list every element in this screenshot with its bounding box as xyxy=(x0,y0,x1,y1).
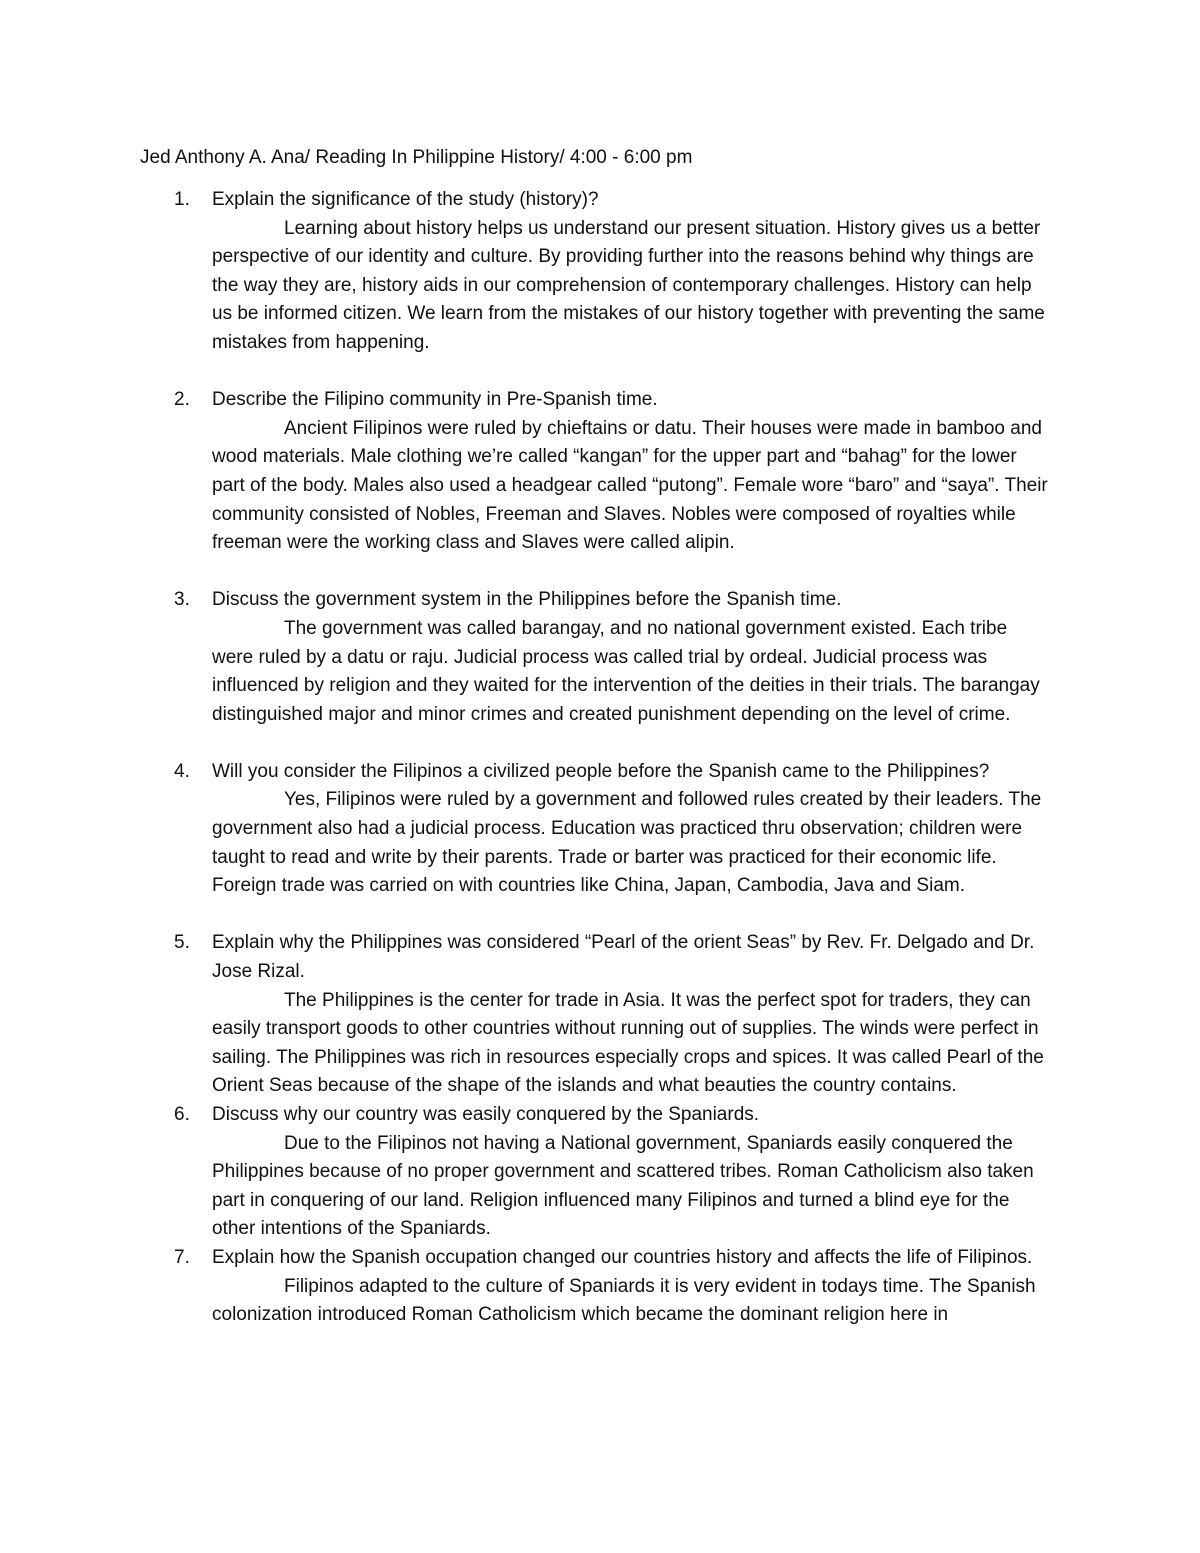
question-number: 7. xyxy=(174,1246,190,1268)
question-item-5 xyxy=(0,929,1200,1101)
question-text: Explain the significance of the study (history)? xyxy=(212,189,599,210)
question-text: Describe the Filipino community in Pre-Spanish time. xyxy=(212,389,658,411)
question-item-2 xyxy=(0,386,1200,558)
question-text: Explain how the Spanish occupation changed our countries history and affects the life of Filipinos. xyxy=(212,1246,1033,1268)
question-number: 4. xyxy=(174,760,190,782)
question-item-4 xyxy=(0,758,1200,901)
answer-text: The government was called barangay, and no national government existed. Each tribe were ruled by a datu or raju. Judicial process was called trial by ordeal. Judicial process was influenced by religion and they waited for the intervention of the deities in their trials. The barangay distinguished major and minor crimes and created punishment depending on the level of crime. xyxy=(212,617,1040,725)
question-item-1 xyxy=(0,186,1200,358)
question-text: Explain why the Philippines was considered “Pearl of the orient Seas” by Rev. Fr. Delgado and Dr. Jose Rizal. xyxy=(212,932,1035,983)
question-number: 5. xyxy=(174,932,190,954)
question-text: Discuss the government system in the Philippines before the Spanish time. xyxy=(212,589,842,611)
question-text: Will you consider the Filipinos a civilized people before the Spanish came to the Philippines? xyxy=(212,760,990,782)
answer-text: Due to the Filipinos not having a National government, Spaniards easily conquered the Philippines because of no proper government and scattered tribes. Roman Catholicism also taken part in conquering of our land. Religion influenced many Filipinos and turned a blind eye for the other intentions of the Spaniards. xyxy=(212,1132,1034,1240)
question-item-6 xyxy=(0,1101,1200,1244)
answer-text: Ancient Filipinos were ruled by chieftains or datu. Their houses were made in bamboo and wood materials. Male clothing we’re called “kangan” for the upper part and “bahag” for the lower part of the body. Males also used a headgear called “putong”. Female wore “baro” and “saya”. Their community consisted of Nobles, Freeman and Slaves. Nobles were composed of royalties while freeman were the working class and Slaves were called alipin. xyxy=(212,417,1048,554)
question-number: 3. xyxy=(174,589,190,611)
answer-text: The Philippines is the center for trade in Asia. It was the perfect spot for traders, they can easily transport goods to other countries without running out of supplies. The winds were perfect in sailing. The Philippines was rich in resources especially crops and spices. It was called Pearl of the Orient Seas because of the shape of the islands and what beauties the country contains. xyxy=(212,989,1044,1097)
answer-text: Learning about history helps us understand our present situation. History gives us a better perspective of our identity and culture. By providing further into the reasons behind why things are the way they are, history aids in our comprehension of contemporary challenges. History can help us be informed citizen. We learn from the mistakes of our history together with preventing the same mistakes from happening. xyxy=(212,217,1045,353)
question-number: 1. xyxy=(174,189,190,210)
question-item-7 xyxy=(0,1244,1200,1330)
answer-text: Filipinos adapted to the culture of Spaniards it is very evident in todays time. The Spanish colonization introduced Roman Catholicism which became the dominant religion here in xyxy=(212,1275,1036,1326)
question-item-3 xyxy=(0,586,1200,729)
question-number: 2. xyxy=(174,389,190,411)
question-text: Discuss why our country was easily conquered by the Spaniards. xyxy=(212,1104,760,1125)
question-list xyxy=(0,186,1200,1330)
question-number: 6. xyxy=(174,1104,190,1125)
answer-text: Yes, Filipinos were ruled by a government and followed rules created by their leaders. The government also had a judicial process. Education was practiced thru observation; children were taught to read and write by their parents. Trade or barter was practiced for their economic life. Foreign trade was carried on with countries like China, Japan, Cambodia, Java and Siam. xyxy=(212,789,1042,897)
document-header: Jed Anthony A. Ana/ Reading In Philippine History/ 4:00 - 6:00 pm xyxy=(140,147,693,168)
